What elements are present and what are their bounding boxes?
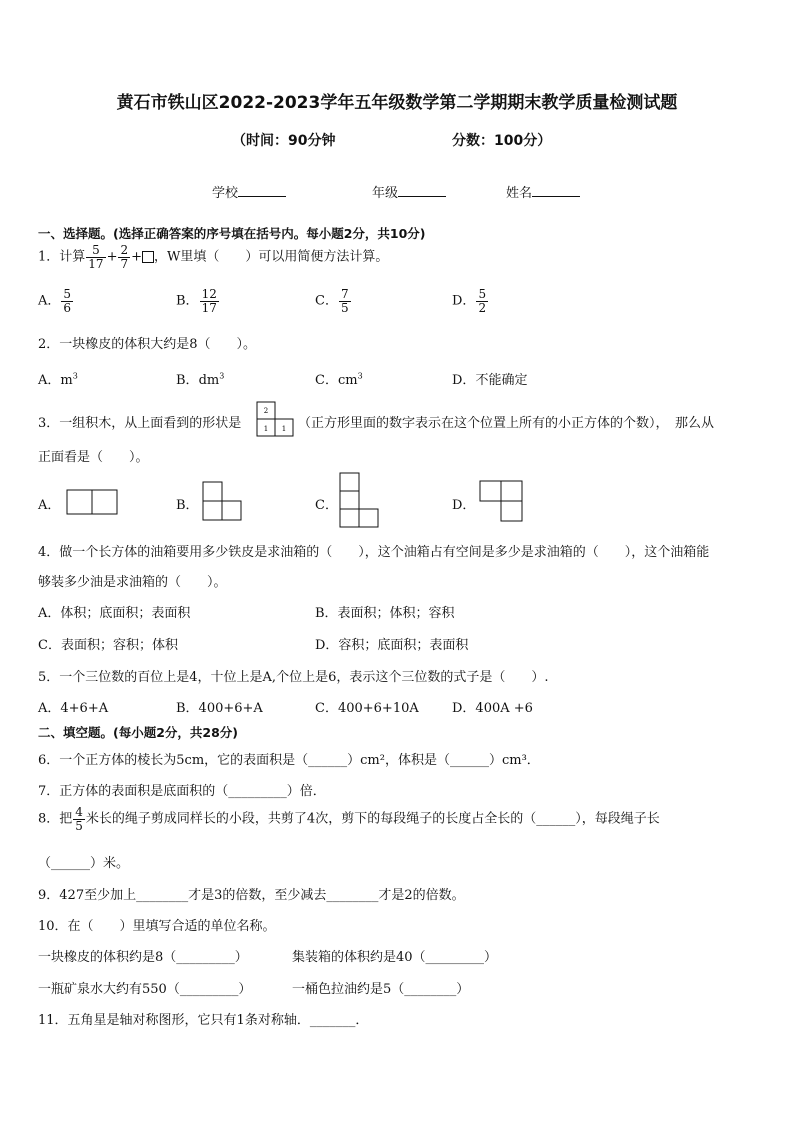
page-title: 黄石市铁山区2022-2023学年五年级数学第二学期期末教学质量检测试题 [116,93,678,113]
q4-option-c[interactable]: C．表面积；容积；体积 [38,638,178,653]
q10-item-1: 一块橡皮的体积约是8（_________） [38,950,248,965]
section2-heading: 二、填空题。(每小题2分，共28分) [38,725,239,740]
q3-shape-d [479,480,525,524]
q10-item-4: 一桶色拉油约是5（________） [292,982,470,997]
q1-option-b[interactable]: B． $\frac{12}{17}$ [176,287,217,315]
q4-option-a[interactable]: A．体积；底面积；表面积 [38,606,191,621]
q3-option-c[interactable]: C． [315,498,338,513]
q4-option-d[interactable]: D．容积；底面积；表面积 [315,638,469,653]
q2-option-d[interactable]: D．不能确定 [452,373,528,388]
q5-option-d[interactable]: D．400A +6 [452,701,533,716]
q1-option-c[interactable]: C． $\frac{7}{5}$ [315,287,349,315]
question-2: 2．一块橡皮的体积大约是8（ ）。 [38,337,257,352]
question-4-line2: 够装多少油是求油箱的（ ）。 [38,575,227,590]
question-3-line1: 3．一组积木，从上面看到的形状是 [38,416,242,431]
q3-option-a[interactable]: A． [38,498,61,513]
q2-option-c[interactable]: C．$cm^3$ [315,371,363,388]
school-blank[interactable] [238,184,286,197]
exam-score: 分数：100分） [452,133,552,149]
q4-option-b[interactable]: B．表面积；体积；容积 [315,606,455,621]
q1-fraction-2: $\frac{2}{7}$ [120,243,129,271]
name-field[interactable] [506,182,580,201]
grade-label: 年级 [372,186,399,201]
question-1: 1．计算 $\frac{5}{17}$ + $\frac{2}{7}$ + ，W里填（ ）可以用简便方法计算。 [38,243,389,271]
grade-field[interactable] [372,182,446,201]
question-3-line1-tail: （正方形里面的数字表示在这个位置上所有的小正方体的个数）， 那么从 [298,416,715,431]
q5-option-b[interactable]: B．400+6+A [176,701,263,716]
school-field[interactable] [212,182,286,201]
grid-number-3: 1 [281,425,287,433]
blank-square-icon [142,251,154,263]
q3-option-d[interactable]: D． [452,498,476,513]
grid-number-2: 1 [263,425,269,433]
q10-item-3: 一瓶矿泉水大约有550（_________） [38,982,252,997]
question-3-line2: 正面看是（ ）。 [38,450,149,465]
name-label: 姓名 [506,186,533,201]
q5-option-a[interactable]: A．4+6+A [38,701,109,716]
question-9: 9．427至少加上________才是3的倍数，至少减去________才是2的倍数。 [38,888,465,903]
section1-heading: 一、选择题。(选择正确答案的序号填在括号内。每小题2分，共10分) [38,226,426,241]
q2-option-a[interactable]: A．$m^3$ [38,371,78,388]
grid-number-1: 2 [263,407,269,415]
question-5: 5．一个三位数的百位上是4，十位上是A,个位上是6，表示这个三位数的式子是（ ）. [38,670,549,685]
q8-fraction: $\frac{4}{5}$ [75,805,83,833]
q1-fraction-1: $\frac{5}{17}$ [88,243,104,271]
name-blank[interactable] [532,184,580,197]
q1-option-a[interactable]: A． $\frac{5}{6}$ [38,287,72,315]
exam-time: （时间：90分钟 [232,133,336,149]
question-8-line1: 8．把 $\frac{4}{5}$ 米长的绳子剪成同样长的小段，共剪了4次，剪下的每段绳子的长度占全长的（______），每段绳子长 [38,805,660,833]
grade-blank[interactable] [398,184,446,197]
question-4-line1: 4．做一个长方体的油箱要用多少铁皮是求油箱的（ ），这个油箱占有空间是多少是求油箱的（ ），这个油箱能 [38,545,710,560]
q3-option-b[interactable]: B． [176,498,199,513]
q5-option-c[interactable]: C．400+6+10A [315,701,419,716]
q3-shape-a [66,489,120,516]
q1-option-d[interactable]: D． $\frac{5}{2}$ [452,287,487,315]
top-view-grid [256,401,296,437]
q3-shape-b [202,481,244,523]
q3-shape-c [339,472,381,528]
question-10: 10．在（ ）里填写合适的单位名称。 [38,919,276,934]
question-11: 11．五角星是轴对称图形，它只有1条对称轴．_______． [38,1013,369,1028]
q2-option-b[interactable]: B．$dm^3$ [176,371,225,388]
question-6: 6．一个正方体的棱长为5cm，它的表面积是（______）cm²，体积是（______）cm³． [38,753,540,768]
school-label: 学校 [212,186,239,201]
question-7: 7．正方体的表面积是底面积的（_________）倍． [38,784,326,799]
question-8-line2: （______）米。 [38,856,130,871]
q10-item-2: 集装箱的体积约是40（_________） [292,950,498,965]
